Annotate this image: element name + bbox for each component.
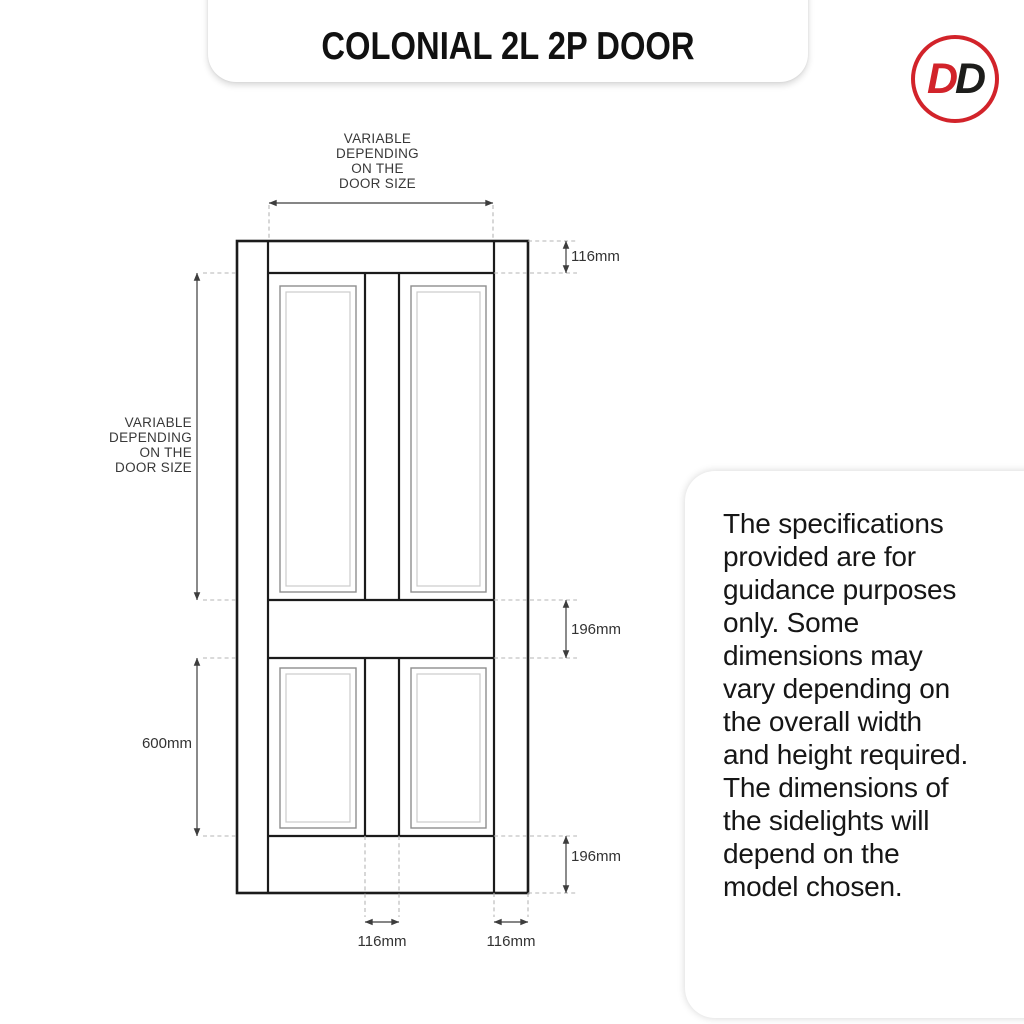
spec-note-panel: [685, 471, 1024, 1018]
page-title: COLONIAL 2L 2P DOOR: [321, 25, 695, 68]
left-height-label: [50, 415, 192, 475]
top-width-label: [295, 131, 460, 191]
spec-note-line: and height required.: [723, 739, 969, 770]
spec-note-line: depend on the: [723, 838, 900, 869]
logo-letter-d-red: D: [926, 54, 955, 103]
spec-note-line: dimensions may: [723, 640, 923, 671]
dimension-arrows: [197, 203, 566, 922]
door-panels: [280, 286, 486, 828]
spec-note-line: the overall width: [723, 706, 922, 737]
spec-note-line: The dimensions of: [723, 772, 949, 803]
left-height-label-line: VARIABLE: [124, 415, 192, 430]
top-width-label-line: DOOR SIZE: [339, 176, 416, 191]
extension-lines: [203, 205, 577, 917]
upper-right-panel: [411, 286, 486, 592]
spec-note-line: only. Some: [723, 607, 859, 638]
logo-letter-d-black: D: [955, 54, 984, 103]
bottom-rail-dimension-value: 196mm: [571, 848, 622, 865]
lower-left-panel: [280, 668, 356, 828]
spec-note-text: [723, 507, 1024, 903]
spec-note-line: the sidelights will: [723, 805, 930, 836]
spec-note-line: vary depending on: [723, 673, 950, 704]
upper-left-panel-inset: [286, 292, 350, 586]
upper-right-panel-inset: [417, 292, 480, 586]
spec-note-line: model chosen.: [723, 871, 903, 902]
lower-right-panel-inset: [417, 674, 480, 822]
left-height-label-line: DOOR SIZE: [115, 460, 192, 475]
top-rail-dimension-value: 116mm: [571, 248, 620, 265]
lower-panel-dimension-value: 600mm: [141, 735, 192, 752]
lower-right-panel: [411, 668, 486, 828]
left-height-label-line: DEPENDING: [109, 430, 192, 445]
stile-width-dimension-value: 116mm: [486, 933, 536, 950]
lower-left-panel-inset: [286, 674, 350, 822]
spec-note-line: guidance purposes: [723, 574, 957, 605]
middle-rail-dimension-value: 196mm: [571, 621, 622, 638]
left-height-label-line: ON THE: [139, 445, 192, 460]
top-width-label-line: DEPENDING: [336, 146, 419, 161]
mullion-width-dimension-value: 116mm: [357, 933, 407, 950]
spec-note-line: The specifications: [723, 508, 944, 539]
top-width-label-line: VARIABLE: [343, 131, 412, 146]
upper-left-panel: [280, 286, 356, 592]
top-width-label-line: ON THE: [351, 161, 404, 176]
spec-note-line: provided are for: [723, 541, 916, 572]
